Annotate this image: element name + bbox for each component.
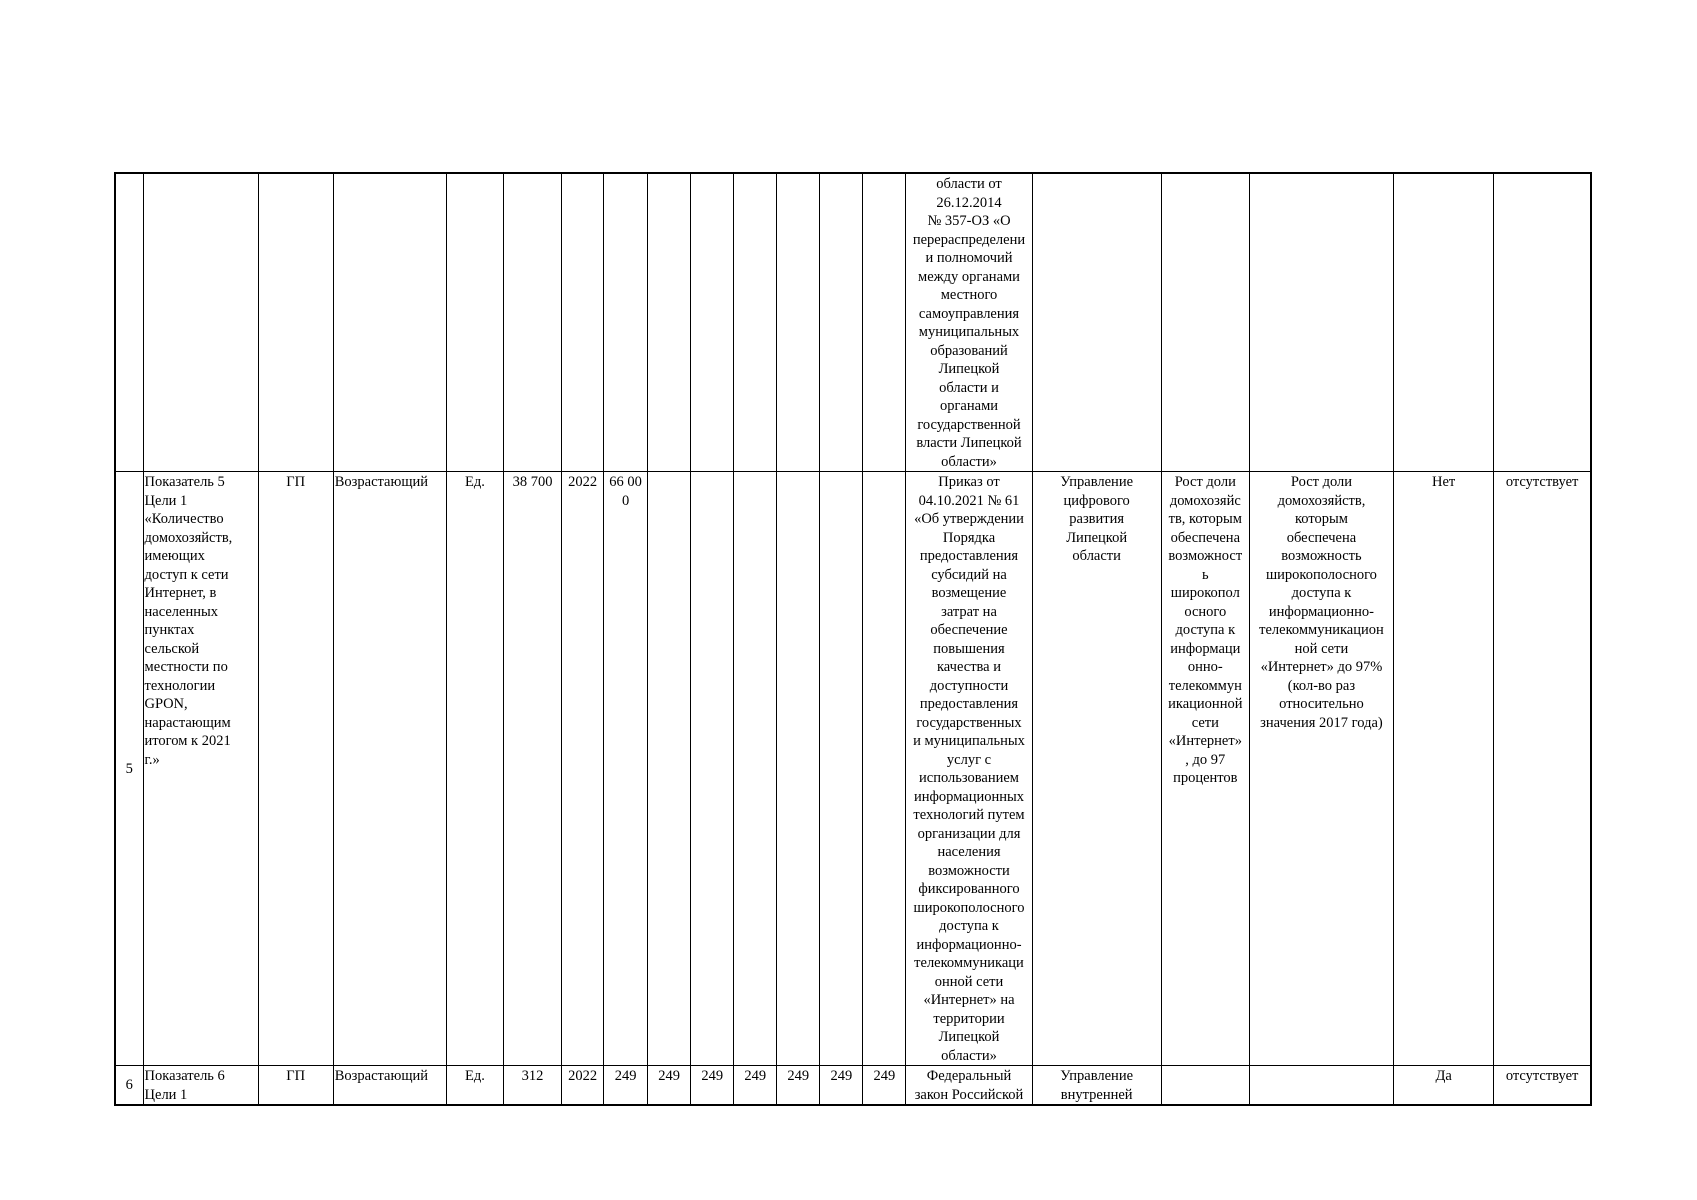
- cell-document: Приказ от 04.10.2021 № 61 «Об утверждении Порядка предоставления субсидий на возмещение затрат на обеспечение повышения качества и доступности предоставления государственных и муниципальных услуг с использованием информационных технологий путем организации для населения возможности фиксированного широкополосного доступа к информационно- телекоммуникаци онной сети «Интернет» на территории Липецкой области»: [906, 472, 1032, 1066]
- cell-info-system: отсутствует: [1494, 472, 1591, 1066]
- cell-trend: Возрастающий: [333, 472, 446, 1066]
- cell-year-3: [691, 173, 734, 472]
- cell-year-5: 249: [777, 1066, 820, 1106]
- cell-responsible: [1032, 173, 1161, 472]
- cell-year-1: 249: [604, 1066, 648, 1106]
- cell-year-2: [648, 472, 691, 1066]
- cell-year-2: 249: [648, 1066, 691, 1106]
- cell-year-5: [777, 472, 820, 1066]
- cell-responsible: Управление цифрового развития Липецкой области: [1032, 472, 1161, 1066]
- table-row: [115, 1066, 1591, 1106]
- cell-link-national: [1161, 173, 1249, 472]
- cell-year-7: [863, 173, 906, 472]
- cell-base-value: 312: [503, 1066, 561, 1106]
- cell-year-1: 66 00 0: [604, 472, 648, 1066]
- cell-link-state: [1249, 173, 1393, 472]
- cell-name: [143, 173, 258, 472]
- indicators-table: [114, 172, 1592, 1106]
- cell-name: Показатель 6 Цели 1: [143, 1066, 258, 1106]
- cell-year-6: [820, 173, 863, 472]
- table-row: [115, 472, 1591, 1066]
- cell-year-3: [691, 472, 734, 1066]
- cell-link-state: [1249, 1066, 1393, 1106]
- cell-level: ГП: [258, 472, 333, 1066]
- cell-unit: Ед.: [446, 472, 503, 1066]
- cell-unit: Ед.: [446, 1066, 503, 1106]
- cell-year-4: 249: [734, 1066, 777, 1106]
- cell-year-6: [820, 472, 863, 1066]
- cell-base-year: 2022: [562, 472, 604, 1066]
- cell-link-national: [1161, 1066, 1249, 1106]
- cell-gis: Да: [1394, 1066, 1494, 1106]
- cell-year-2: [648, 173, 691, 472]
- cell-year-7: 249: [863, 1066, 906, 1106]
- cell-num: 6: [115, 1066, 143, 1106]
- cell-gis: Нет: [1394, 472, 1494, 1066]
- cell-document: области от 26.12.2014 № 357-ОЗ «О перераспределени и полномочий между органами местного самоуправления муниципальных образований Липецкой области и органами государственной власти Липецкой области»: [906, 173, 1032, 472]
- cell-year-3: 249: [691, 1066, 734, 1106]
- cell-year-7: [863, 472, 906, 1066]
- cell-base-value: 38 700: [503, 472, 561, 1066]
- cell-info-system: [1494, 173, 1591, 472]
- cell-num: 5: [115, 472, 143, 1066]
- cell-year-6: 249: [820, 1066, 863, 1106]
- cell-unit: [446, 173, 503, 472]
- table-row: [115, 173, 1591, 472]
- cell-link-state: Рост доли домохозяйств, которым обеспечена возможность широкополосного доступа к информационно- телекоммуникацион ной сети «Интернет» до 97% (кол-во раз относительно значения 2017 года): [1249, 472, 1393, 1066]
- cell-name: Показатель 5 Цели 1 «Количество домохозяйств, имеющих доступ к сети Интернет, в населенных пунктах сельской местности по технологии GPON, нарастающим итогом к 2021 г.»: [143, 472, 258, 1066]
- cell-base-year: [562, 173, 604, 472]
- cell-year-1: [604, 173, 648, 472]
- cell-trend: Возрастающий: [333, 1066, 446, 1106]
- cell-trend: [333, 173, 446, 472]
- cell-link-national: Рост доли домохозяйс тв, которым обеспечена возможност ь широкопол осного доступа к информаци онно- телекоммун икационной сети «Интернет» , до 97 процентов: [1161, 472, 1249, 1066]
- cell-base-year: 2022: [562, 1066, 604, 1106]
- cell-base-value: [503, 173, 561, 472]
- cell-responsible: Управление внутренней: [1032, 1066, 1161, 1106]
- cell-year-4: [734, 173, 777, 472]
- cell-level: [258, 173, 333, 472]
- cell-num: [115, 173, 143, 472]
- cell-year-5: [777, 173, 820, 472]
- cell-document: Федеральный закон Российской: [906, 1066, 1032, 1106]
- cell-gis: [1394, 173, 1494, 472]
- cell-year-4: [734, 472, 777, 1066]
- cell-level: ГП: [258, 1066, 333, 1106]
- cell-info-system: отсутствует: [1494, 1066, 1591, 1106]
